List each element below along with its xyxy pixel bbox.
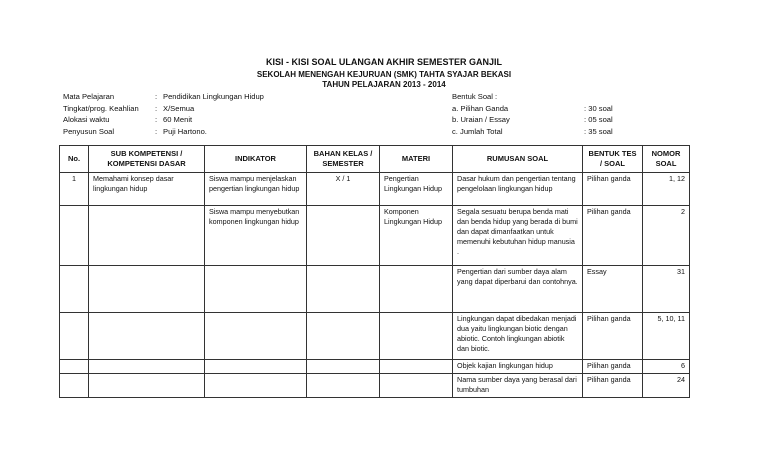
cell-materi (380, 360, 453, 374)
info-row (63, 114, 264, 126)
header-rumusan-soal: RUMUSAN SOAL (453, 146, 583, 173)
cell-materi (380, 374, 453, 398)
cell-no: 1 (60, 173, 89, 206)
cell-bentuk-tes: Pilihan ganda (583, 360, 643, 374)
header-line: SUB KOMPETENSI / (110, 149, 183, 158)
cell-indikator (205, 266, 307, 313)
info-value: : 05 soal (584, 115, 613, 124)
cell-nomor-soal: 5, 10, 11 (643, 313, 690, 360)
header-line: KOMPETENSI DASAR (107, 159, 186, 168)
info-colon: : (155, 92, 158, 101)
cell-no (60, 266, 89, 313)
info-colon: : (155, 115, 158, 124)
cell-bentuk-tes: Pilihan ganda (583, 313, 643, 360)
header-line: SOAL (655, 159, 677, 168)
cell-rumusan-soal: Dasar hukum dan pengertian tentang pengelolaan lingkungan hidup (453, 173, 583, 206)
cell-bahan-kelas (307, 374, 380, 398)
cell-nomor-soal: 2 (643, 206, 690, 266)
info-value: : 35 soal (584, 126, 613, 136)
cell-no (60, 360, 89, 374)
cell-materi: Pengertian Lingkungan Hidup (380, 173, 453, 206)
cell-bentuk-tes: Pilihan ganda (583, 206, 643, 266)
info-colon: : (155, 126, 158, 136)
cell-bahan-kelas (307, 266, 380, 313)
cell-bahan-kelas (307, 313, 380, 360)
school-name: SEKOLAH MENENGAH KEJURUAN (SMK) TAHTA SYAJAR BEKASI (256, 70, 512, 79)
info-label: Penyusun Soal (63, 126, 115, 136)
cell-bahan-kelas (307, 206, 380, 266)
academic-year: TAHUN PELAJARAN 2013 - 2014 (322, 80, 446, 89)
header-no: No. (60, 146, 89, 173)
header-line: / SOAL (599, 159, 625, 168)
header-nomor-soal (643, 146, 690, 173)
info-row (452, 126, 613, 138)
cell-indikator: Siswa mampu menjelaskan pengertian lingkungan hidup (205, 173, 307, 206)
cell-indikator (205, 360, 307, 374)
cell-bahan-kelas: X / 1 (307, 173, 380, 206)
header-bentuk-tes (583, 146, 643, 173)
cell-materi (380, 266, 453, 313)
header-line: BENTUK TES (588, 149, 637, 158)
info-value: 60 Menit (163, 115, 193, 124)
info-row (452, 103, 613, 115)
cell-rumusan-soal: Pengertian dari sumber daya alam yang dapat diperbarui dan contohnya. (453, 266, 583, 313)
info-colon: : (155, 103, 158, 113)
cell-sub-kompetensi (89, 206, 205, 266)
header-sub-kompetensi (89, 146, 205, 173)
header-line: SEMESTER (322, 159, 364, 168)
info-label: Mata Pelajaran (63, 92, 115, 101)
table-row (60, 360, 690, 374)
info-left (63, 91, 264, 137)
cell-rumusan-soal: Lingkungan dapat dibedakan menjadi dua yaitu lingkungan biotic dengan abiotic. Contoh lingkungan abiotik dan biotic. (453, 313, 583, 360)
info-label: b. Uraian / Essay (452, 115, 510, 124)
info-row (63, 103, 264, 115)
cell-no (60, 374, 89, 398)
table-header-row (60, 146, 690, 173)
cell-no (60, 206, 89, 266)
info-label: c. Jumlah Total (452, 126, 503, 136)
kisi-kisi-table (59, 145, 690, 398)
info-value: X/Semua (163, 103, 195, 113)
table-row (60, 173, 690, 206)
cell-indikator (205, 374, 307, 398)
cell-sub-kompetensi (89, 360, 205, 374)
info-row (452, 114, 613, 126)
cell-bentuk-tes: Pilihan ganda (583, 173, 643, 206)
cell-nomor-soal: 6 (643, 360, 690, 374)
info-label: Alokasi waktu (63, 115, 110, 124)
cell-rumusan-soal: Segala sesuatu berupa benda mati dan benda hidup yang berada di bumi dan dapat dimanfaatkan untuk memenuhi kebutuhan hidup manusia . (453, 206, 583, 266)
cell-nomor-soal: 1, 12 (643, 173, 690, 206)
info-label: Tingkat/prog. Keahlian (63, 103, 139, 113)
cell-sub-kompetensi (89, 374, 205, 398)
header-indikator: INDIKATOR (205, 146, 307, 173)
cell-sub-kompetensi (89, 313, 205, 360)
cell-indikator: Siswa mampu menyebutkan komponen lingkungan hidup (205, 206, 307, 266)
cell-rumusan-soal: Objek kajian lingkungan hidup (453, 360, 583, 374)
cell-bentuk-tes: Essay (583, 266, 643, 313)
cell-rumusan-soal: Nama sumber daya yang berasal dari tumbuhan (453, 374, 583, 398)
cell-sub-kompetensi: Memahami konsep dasar lingkungan hidup (89, 173, 205, 206)
table-row (60, 313, 690, 360)
header-bahan-kelas (307, 146, 380, 173)
cell-materi: Komponen Lingkungan Hidup (380, 206, 453, 266)
cell-nomor-soal: 24 (643, 374, 690, 398)
cell-no (60, 313, 89, 360)
info-right (452, 91, 613, 137)
info-value: Puji Hartono. (163, 126, 207, 136)
table-row (60, 266, 690, 313)
info-value: Pendidikan Lingkungan Hidup (163, 92, 264, 101)
info-row (63, 91, 264, 103)
cell-bentuk-tes: Pilihan ganda (583, 374, 643, 398)
cell-indikator (205, 313, 307, 360)
table-row (60, 206, 690, 266)
header-materi: MATERI (380, 146, 453, 173)
cell-bahan-kelas (307, 360, 380, 374)
header-line: NOMOR (651, 149, 681, 158)
info-row (63, 126, 264, 138)
cell-materi (380, 313, 453, 360)
doc-title: KISI - KISI SOAL ULANGAN AKHIR SEMESTER GANJIL (265, 57, 503, 67)
table-row (60, 374, 690, 398)
header-line: BAHAN KELAS / (313, 149, 373, 158)
info-value: : 30 soal (584, 103, 613, 113)
cell-nomor-soal: 31 (643, 266, 690, 313)
info-label: a. Pilihan Ganda (452, 103, 509, 113)
cell-sub-kompetensi (89, 266, 205, 313)
bentuk-soal-heading: Bentuk Soal : (452, 92, 498, 101)
